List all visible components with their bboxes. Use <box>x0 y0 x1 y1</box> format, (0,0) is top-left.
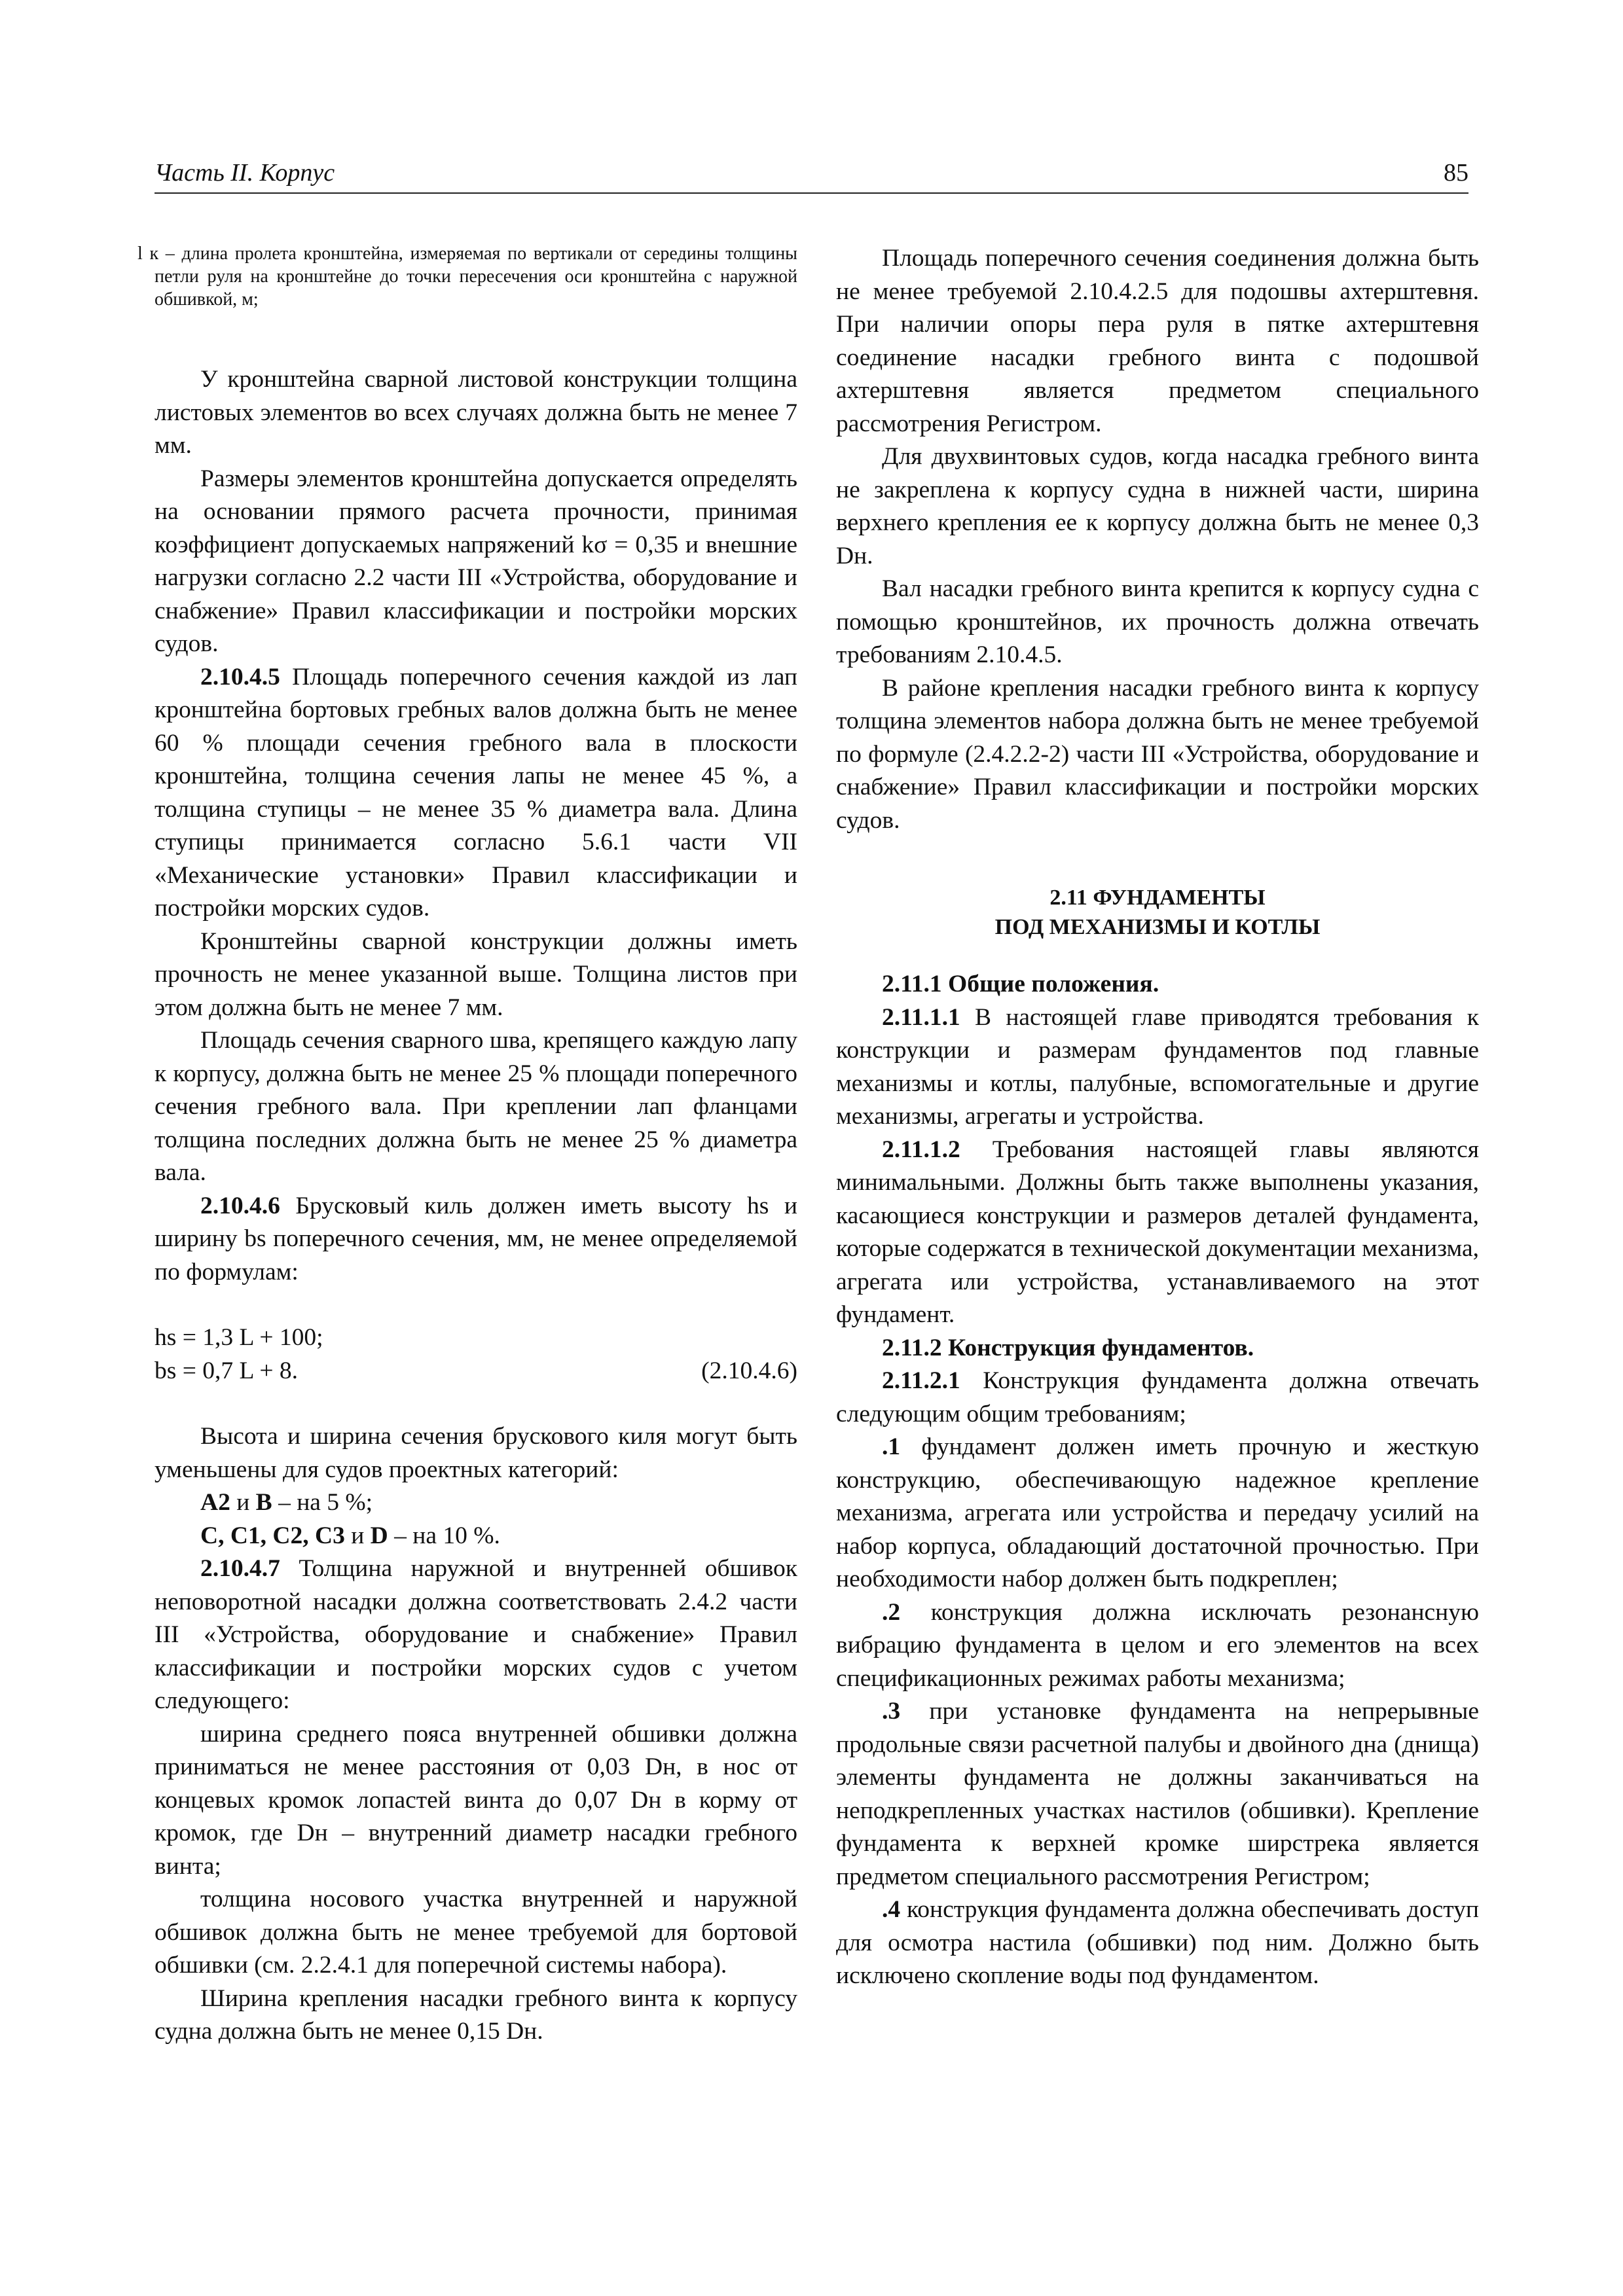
clause-text: Брусковый киль должен иметь высоту hs и ширину bs поперечного сечения, мм, не менее определяемой по формулам: <box>155 1192 797 1285</box>
paragraph: Кронштейны сварной конструкции должны иметь прочность не менее указанной выше. Толщина листов при этом должна быть не менее 7 мм. <box>155 927 797 1021</box>
paragraph: Площадь сечения сварного шва, крепящего каждую лапу к корпусу, должна быть не менее 25 % площади поперечного сечения гребного вала. При креплении лап фланцами толщина последних должна быть не менее 25 % диаметра вала. <box>155 1027 797 1186</box>
paragraph: В районе крепления насадки гребного винта к корпусу толщина элементов набора должна быть не менее требуемой по формуле (2.4.2.2-2) части III «Устройства, оборудование и снабжение» Правил классификации и постройки морских судов. <box>836 674 1479 834</box>
clause-text: Толщина наружной и внутренней обшивок неповоротной насадки должна соответствовать 2.4.2 части III «Устройства, оборудование и снабжение» Правил классификации и постройки морских судов с учетом следующего: <box>155 1555 797 1714</box>
section-heading-line2: ПОД МЕХАНИЗМЫ И КОТЛЫ <box>994 915 1321 939</box>
running-title: Часть II. Корпус <box>155 159 335 187</box>
paragraph: Площадь поперечного сечения соединения должна быть не менее требуемой 2.10.4.2.5 для подошвы ахтерштевня. При наличии опоры пера руля в пятке ахтерштевня соединение насадки гребного винта с подошвой ахтерштевня является предметом специального рассмотрения Регистром. <box>836 245 1479 437</box>
paragraph: Высота и ширина сечения брускового киля могут быть уменьшены для судов проектных категорий: <box>155 1423 797 1483</box>
subsection-title: 2.11.1 Общие положения. <box>882 971 1159 997</box>
clause-2-10-4-6 <box>155 1190 797 1289</box>
page-header <box>155 156 1468 194</box>
clause-number: 2.10.4.5 <box>200 663 280 691</box>
paragraph: Размеры элементов кронштейна допускается определять на основании прямого расчета прочности, принимая коэффициент допускаемых напряжений kσ = 0,35 и внешние нагрузки согласно 2.2 части III «Устройства, оборудование и снабжение» Правил классификации и постройки морских судов. <box>155 465 797 657</box>
paragraph: Ширина крепления насадки гребного винта к корпусу судна должна быть не менее 0,15 Dн. <box>155 1984 797 2045</box>
category-line-1: A2 и B – на 5 %; <box>200 1489 373 1516</box>
list-item-1: .1 фундамент должен иметь прочную и жесткую конструкцию, обеспечивающую надежное крепление механизма, агрегата или устройства и передачу усилий на набор корпуса, обладающий достаточной прочностью. При необходимости набор должен быть подкреплен; <box>836 1433 1479 1592</box>
clause-number: 2.10.4.7 <box>200 1555 280 1582</box>
list-item-2: .2 конструкция должна исключать резонансную вибрацию фундамента в целом и его элементов на всех спецификационных режимах работы механизма; <box>836 1598 1479 1692</box>
subsection-title: 2.11.2 Конструкция фундаментов. <box>882 1334 1254 1361</box>
right-column <box>836 242 1479 1993</box>
clause-2-11-1-1: 2.11.1.1 В настоящей главе приводятся требования к конструкции и размерам фундаментов под главные механизмы и котлы, палубные, вспомогательные и другие механизмы, агрегаты и устройства. <box>836 1003 1479 1130</box>
list-item-4: .4 конструкция фундамента должна обеспечивать доступ для осмотра настила (обшивки) под ним. Должно быть исключено скопление воды под фундаментом. <box>836 1896 1479 1989</box>
clause-number: 2.10.4.6 <box>200 1192 280 1219</box>
paragraph: Для двухвинтовых судов, когда насадка гребного винта не закреплена к корпусу судна в нижней части, ширина верхнего крепления ее к корпусу должна быть не менее 0,3 Dн. <box>836 443 1479 569</box>
category-line-2: C, C1, C2, C3 и D – на 10 %. <box>200 1522 500 1549</box>
footnote-lk: l к – длина пролета кронштейна, измеряемая по вертикали от середины толщины петли руля на кронштейне до точки пересечения оси кронштейна с наружной обшивкой, м; <box>137 243 797 310</box>
paragraph: толщина носового участка внутренней и наружной обшивок должна быть не менее требуемой для бортовой обшивки (см. 2.2.4.1 для поперечной системы набора). <box>155 1886 797 1979</box>
left-column <box>137 242 797 2049</box>
paragraph: ширина среднего пояса внутренней обшивки должна приниматься не менее расстояния от 0,03 Dн, в нос от концевых кромок лопастей винта до 0,07 Dн в корму от кромок, где Dн – внутренний диаметр насадки гребного винта; <box>155 1720 797 1880</box>
formula-number: (2.10.4.6) <box>701 1357 797 1384</box>
clause-2-10-4-5 <box>155 661 797 925</box>
formula-bs: bs = 0,7 L + 8. (2.10.4.6) <box>155 1355 797 1388</box>
clause-2-11-2-1: 2.11.2.1 Конструкция фундамента должна отвечать следующим общим требованиям; <box>836 1367 1479 1427</box>
clause-text: Площадь поперечного сечения каждой из лап кронштейна бортовых гребных валов должна быть не менее 60 % площади сечения гребного вала в плоскости кронштейна, толщина сечения лапы не менее 45 %, а толщина ступицы – не менее 35 % диаметра вала. Длина ступицы принимается согласно 5.6.1 части VII «Механические установки» Правил классификации и постройки морских судов. <box>155 663 797 922</box>
clause-2-10-4-7 <box>155 1552 797 1718</box>
page-number: 85 <box>1444 159 1468 187</box>
paragraph: У кронштейна сварной листовой конструкции толщина листовых элементов во всех случаях должна быть не менее 7 мм. <box>155 366 797 459</box>
list-item-3: .3 при установке фундамента на непрерывные продольные связи расчетной палубы и двойного дна (днища) элементы фундамента не должны заканчиваться на неподкрепленных участках настилов (обшивки). Крепление фундамента к верхней кромке ширстрека является предметом специального рассмотрения Регистром; <box>836 1698 1479 1890</box>
paragraph: Вал насадки гребного винта крепится к корпусу судна с помощью кронштейнов, их прочность должна отвечать требованиям 2.10.4.5. <box>836 575 1479 668</box>
formula-hs: hs = 1,3 L + 100; <box>155 1324 323 1351</box>
clause-2-11-1-2: 2.11.1.2 Требования настоящей главы являются минимальными. Должны быть также выполнены указания, касающиеся конструкции и размеров деталей фундамента, которые содержатся в технической документации механизма, агрегата или устройства, устанавливаемого на этот фундамент. <box>836 1136 1479 1328</box>
section-heading: 2.11 ФУНДАМЕНТЫ <box>1049 886 1266 910</box>
